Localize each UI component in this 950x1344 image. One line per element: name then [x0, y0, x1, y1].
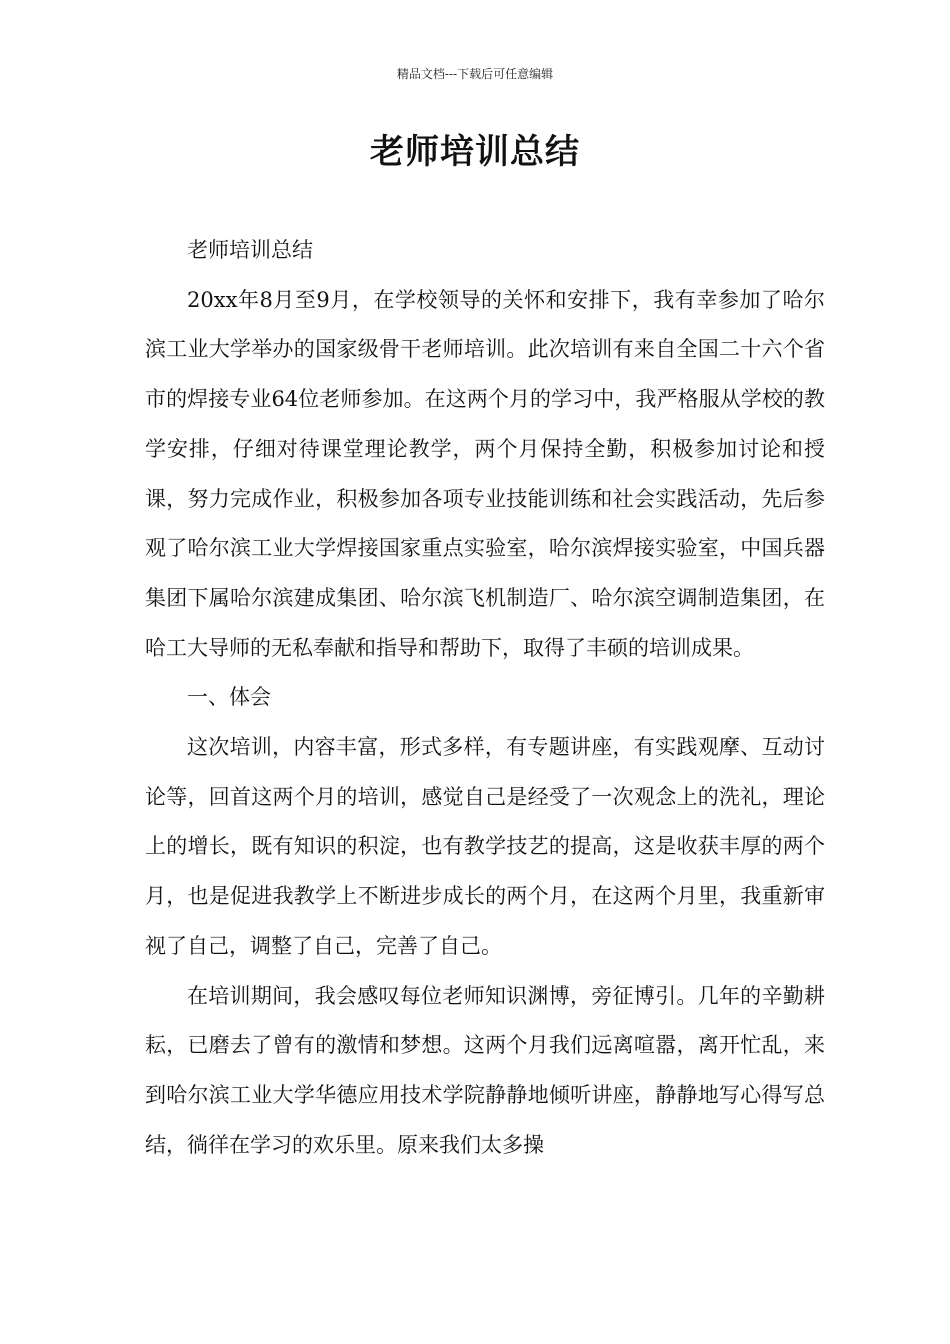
paragraph-subtitle: 老师培训总结 — [187, 238, 313, 262]
paragraph: 20xx年8月至9月，在学校领导的关怀和安排下，我有幸参加了哈尔滨工业大学举办的国家级骨干老师培训。此次培训有来自全国二十六个省市的焊接专业64位老师参加。在这两个月的学习中，我严格服从学校的教学安排，仔细对待课堂理论教学，两个月保持全勤，积极参加讨论和授课，努力完成作业，积极参加各项专业技能训练和社会实践活动，先后参观了哈尔滨工业大学焊接国家重点实验室，哈尔滨焊接实验室，中国兵器集团下属哈尔滨建成集团、哈尔滨飞机制造厂、哈尔滨空调制造集团，在哈工大导师的无私奉献和指导和帮助下，取得了丰硕的培训成果。 — [145, 287, 825, 660]
document-body — [145, 226, 825, 1170]
document-title: 老师培训总结 — [370, 132, 580, 172]
paragraph: 这次培训，内容丰富，形式多样，有专题讲座，有实践观摩、互动讨论等，回首这两个月的培训，感觉自己是经受了一次观念上的洗礼，理论上的增长，既有知识的积淀，也有教学技艺的提高，这是收获丰厚的两个月，也是促进我教学上不断进步成长的两个月，在这两个月里，我重新审视了自己，调整了自己，完善了自己。 — [145, 735, 825, 958]
header-note: 精品文档---下载后可任意编辑 — [396, 67, 554, 81]
paragraph: 在培训期间，我会感叹每位老师知识渊博，旁征博引。几年的辛勤耕耘，已磨去了曾有的激情和梦想。这两个月我们远离喧嚣，离开忙乱，来到哈尔滨工业大学华德应用技术学院静静地倾听讲座，静静地写心得写总结，徜徉在学习的欢乐里。原来我们太多操 — [145, 983, 825, 1157]
section-heading: 一、体会 — [187, 685, 271, 710]
